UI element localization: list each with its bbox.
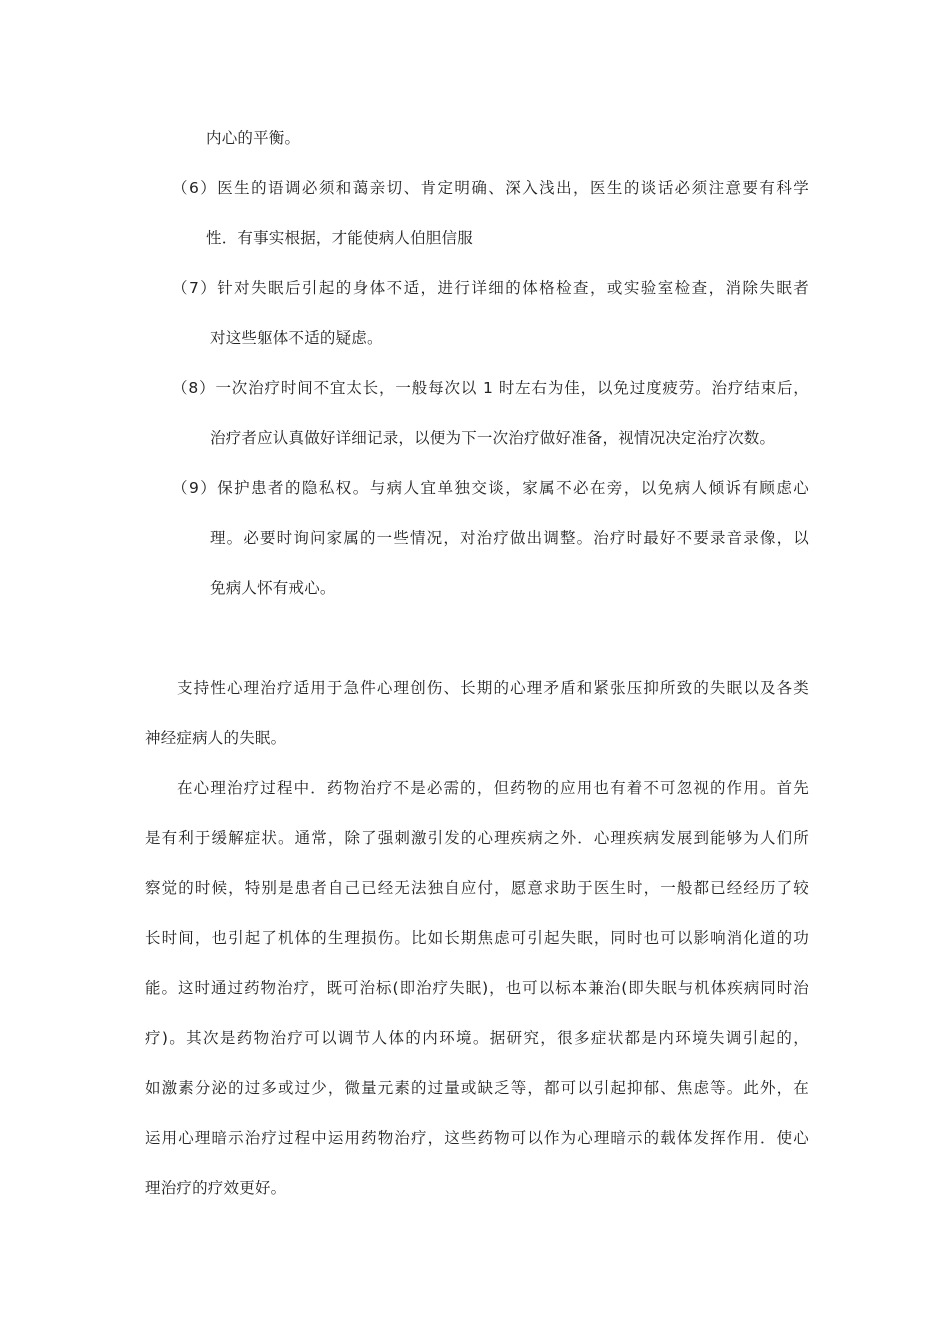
paragraph-1-line-2: 神经症病人的失眠。 [145,729,287,747]
list-item-8-line-1: （8）一次治疗时间不宜太长，一般每次以 1 时左右为佳，以免过度疲劳。治疗结束后， [172,379,809,397]
list-item-9-line-3: 免病人怀有戒心。 [210,579,336,597]
paragraph-2-line-5: 能。这时通过药物治疗，既可治标(即治疗失眠)，也可以标本兼治(即失眠与机体疾病同时治 [145,979,809,997]
paragraph-2-line-6: 疗)。其次是药物治疗可以调节人体的内环境。据研究，很多症状都是内环境失调引起的， [145,1029,809,1047]
paragraph-2-line-1: 在心理治疗过程中．药物治疗不是必需的，但药物的应用也有着不可忽视的作用。首先 [177,779,809,797]
paragraph-2-line-9: 理治疗的疗效更好。 [145,1179,287,1197]
paragraph-2-line-3: 察觉的时候，特别是患者自己已经无法独自应付，愿意求助于医生时，一般都已经经历了较 [145,879,809,897]
list-item-7-line-1: （7）针对失眠后引起的身体不适，进行详细的体格检查，或实验室检查，消除失眠者 [172,279,809,297]
list-item-6-line-1: （6）医生的语调必须和蔼亲切、肯定明确、深入浅出，医生的谈话必须注意要有科学 [172,179,809,197]
paragraph-2-line-7: 如激素分泌的过多或过少，微量元素的过量或缺乏等，都可以引起抑郁、焦虑等。此外，在 [145,1079,809,1097]
list-item-6-line-2: 性．有事实根据，才能使病人伯胆信服 [206,229,473,247]
paragraph-2-line-8: 运用心理暗示治疗过程中运用药物治疗，这些药物可以作为心理暗示的载体发挥作用．使心 [145,1129,809,1147]
paragraph-1-line-1: 支持性心理治疗适用于急件心理创伤、长期的心理矛盾和紧张压抑所致的失眠以及各类 [177,679,809,697]
list-item-continuation: 内心的平衡。 [206,129,301,147]
list-item-9-line-1: （9）保护患者的隐私权。与病人宜单独交谈，家属不必在旁，以免病人倾诉有顾虑心 [172,479,809,497]
paragraph-2-line-2: 是有利于缓解症状。通常，除了强刺激引发的心理疾病之外．心理疾病发展到能够为人们所 [145,829,809,847]
list-item-9-line-2: 理。必要时询问家属的一些情况，对治疗做出调整。治疗时最好不要录音录像，以 [210,529,809,547]
paragraph-2-line-4: 长时间，也引起了机体的生理损伤。比如长期焦虑可引起失眠，同时也可以影响消化道的功 [145,929,809,947]
list-item-8-line-2: 治疗者应认真做好详细记录，以便为下一次治疗做好准备，视情况决定治疗次数。 [210,429,776,447]
list-item-7-line-2: 对这些躯体不适的疑虑。 [210,329,383,347]
